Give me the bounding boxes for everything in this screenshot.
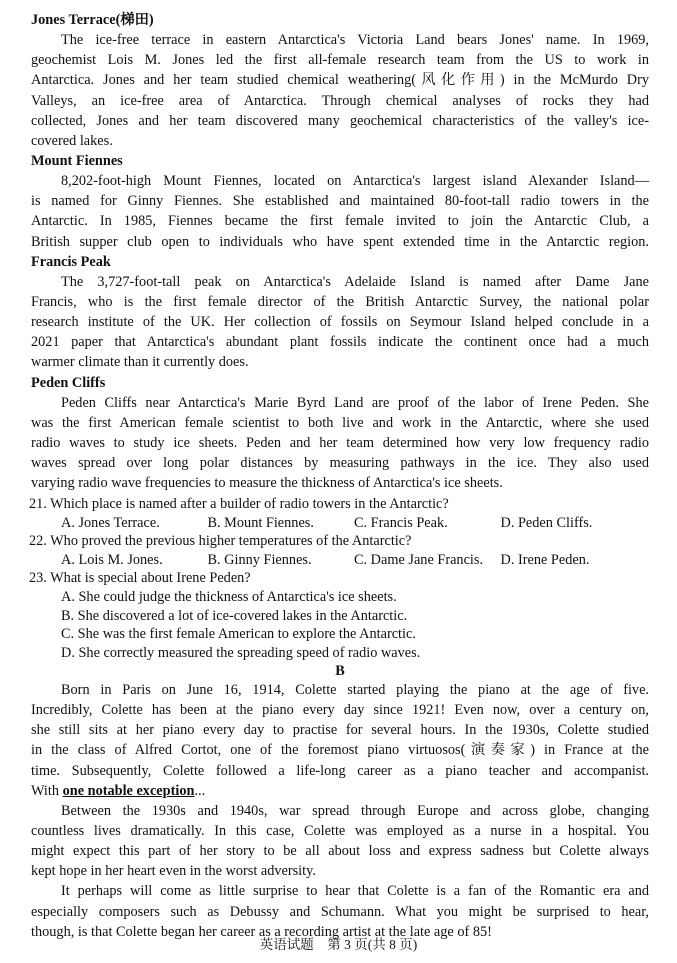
option-d: D. She correctly measured the spreading speed of radio waves.	[61, 644, 421, 661]
text-line: geochemist Lois M. Jones led the first all-female research team from the US to work in	[31, 52, 649, 69]
text-line: Peden Cliffs near Antarctica's Marie Byrd Land are proof of the labor of Irene Peden. She	[61, 394, 649, 411]
text-line: radio waves to study ice sheets. Peden and her team determined how very low frequency radio	[31, 434, 649, 451]
option-b: B. Mount Fiennes.	[207, 514, 314, 531]
text-line: Between the 1930s and 1940s, war spread through Europe and across globe, changing	[61, 802, 649, 819]
text-line: in the class of Alfred Cortot, one of the foremost piano virtuosos(演奏家) in France at the	[31, 742, 649, 759]
option-c: C. Francis Peak.	[354, 514, 448, 531]
text-line: Born in Paris on June 16, 1914, Colette started playing the piano at the age of five.	[61, 682, 649, 698]
text-line: especially composers such as Debussy and Schumann. What you might be surprised to hear,	[31, 903, 649, 920]
text-line: warmer climate than it currently does.	[31, 354, 249, 371]
text-line: time. Subsequently, Colette followed a life-long career as a piano teacher and accompanist.	[31, 762, 649, 779]
question-21-options	[29, 514, 647, 533]
question-23-stem: 23. What is special about Irene Peden?	[29, 570, 251, 587]
text-line: Antarctica. Jones and her team studied chemical weathering(风化作用) in the McMurdo Dry	[31, 72, 649, 89]
text-line: 2021 paper that Antarctica's abundant plant fossils indicate the continent once had a much	[31, 334, 649, 351]
section-heading-francis-peak: Francis Peak	[31, 253, 111, 270]
section-heading-jones-terrace: Jones Terrace(梯田)	[31, 12, 154, 28]
text-line: she still sits at her piano every day to practise for several hours. In the 1930s, Colette studied	[31, 722, 649, 739]
text-line: waves spread over long polar distances by measuring pathways in the ice. They also used	[31, 455, 649, 472]
option-b: B. She discovered a lot of ice-covered lakes in the Antarctic.	[61, 607, 408, 624]
text-fragment: ...	[194, 782, 206, 799]
text-line: varying radio wave frequencies to measure the thickness of Antarctica's ice sheets.	[31, 475, 503, 492]
option-b: B. Ginny Fiennes.	[207, 551, 312, 568]
underlined-phrase: one notable exception	[62, 782, 195, 799]
question-22-stem: 22. Who proved the previous higher temperatures of the Antarctic?	[29, 533, 412, 550]
text-line: collected, Jones and her team discovered many geochemical characteristics of the valley's ice-	[31, 112, 649, 129]
text-line: covered lakes.	[31, 132, 113, 149]
text-line: is named for Ginny Fiennes. She established and maintained 80-foot-tall radio towers in the	[31, 193, 649, 210]
section-heading-mount-fiennes: Mount Fiennes	[31, 152, 123, 169]
option-d: D. Irene Peden.	[500, 551, 590, 568]
text-line: Antarctic. In 1985, Fiennes became the first female invited to join the Antarctic Club, a	[31, 213, 649, 230]
text-line: The ice-free terrace in eastern Antarctica's Victoria Land bears Jones' name. In 1969,	[61, 32, 649, 49]
passage-b-label: B	[335, 663, 345, 679]
question-22-options	[29, 551, 647, 570]
text-line: might expect this part of her story to be all about loss and express sadness but Colette always	[31, 843, 649, 860]
text-line: British supper club open to individuals who have spent extended time in the Antarctic region.	[31, 233, 649, 250]
text-line: Valleys, an ice-free area of Antarctica. Through chemical analyses of rocks they had	[31, 92, 649, 109]
option-c: C. She was the first female American to explore the Antarctic.	[61, 626, 416, 643]
questions	[29, 495, 647, 662]
passage-b	[31, 662, 649, 942]
text-line: Francis, who is the first female director of the British Antarctic Survey, the national polar	[31, 293, 649, 310]
text-line: was the first American female scientist to both live and work in the Antarctic, where she used	[31, 414, 649, 431]
option-a: A. She could judge the thickness of Antarctica's ice sheets.	[61, 588, 397, 605]
passage-a	[31, 10, 649, 493]
text-line: Incredibly, Colette has been at the piano every day since 1921! Even now, over a century on,	[31, 702, 649, 719]
section-heading-peden-cliffs: Peden Cliffs	[31, 374, 106, 391]
text-line: countless lives dramatically. In this case, Colette was employed as a nurse in a hospital. You	[31, 822, 649, 839]
text-line: research institute of the UK. Her collection of fossils on Seymour Island helped conclude in a	[31, 314, 649, 331]
text-line: kept hope in her heart even in the worst adversity.	[31, 863, 316, 880]
question-21-stem: 21. Which place is named after a builder of radio towers in the Antarctic?	[29, 496, 449, 512]
text-line: though, is that Colette began her career as a recording artist at the late age of 85!	[31, 923, 492, 940]
text-line: It perhaps will come as little surprise to hear that Colette is a fan of the Romantic era and	[61, 883, 649, 900]
option-a: A. Jones Terrace.	[61, 514, 160, 531]
text-line: 8,202-foot-high Mount Fiennes, located on Antarctica's largest island Alexander Island—	[61, 173, 649, 190]
text-line: The 3,727-foot-tall peak on Antarctica's Adelaide Island is named after Dame Jane	[61, 273, 649, 290]
option-a: A. Lois M. Jones.	[61, 551, 163, 568]
text-line	[31, 781, 649, 801]
option-d: D. Peden Cliffs.	[500, 514, 593, 531]
option-c: C. Dame Jane Francis.	[354, 551, 484, 568]
text-fragment: With	[31, 782, 63, 799]
page-footer: 英语试题 第 3 页(共 8 页)	[259, 937, 418, 952]
